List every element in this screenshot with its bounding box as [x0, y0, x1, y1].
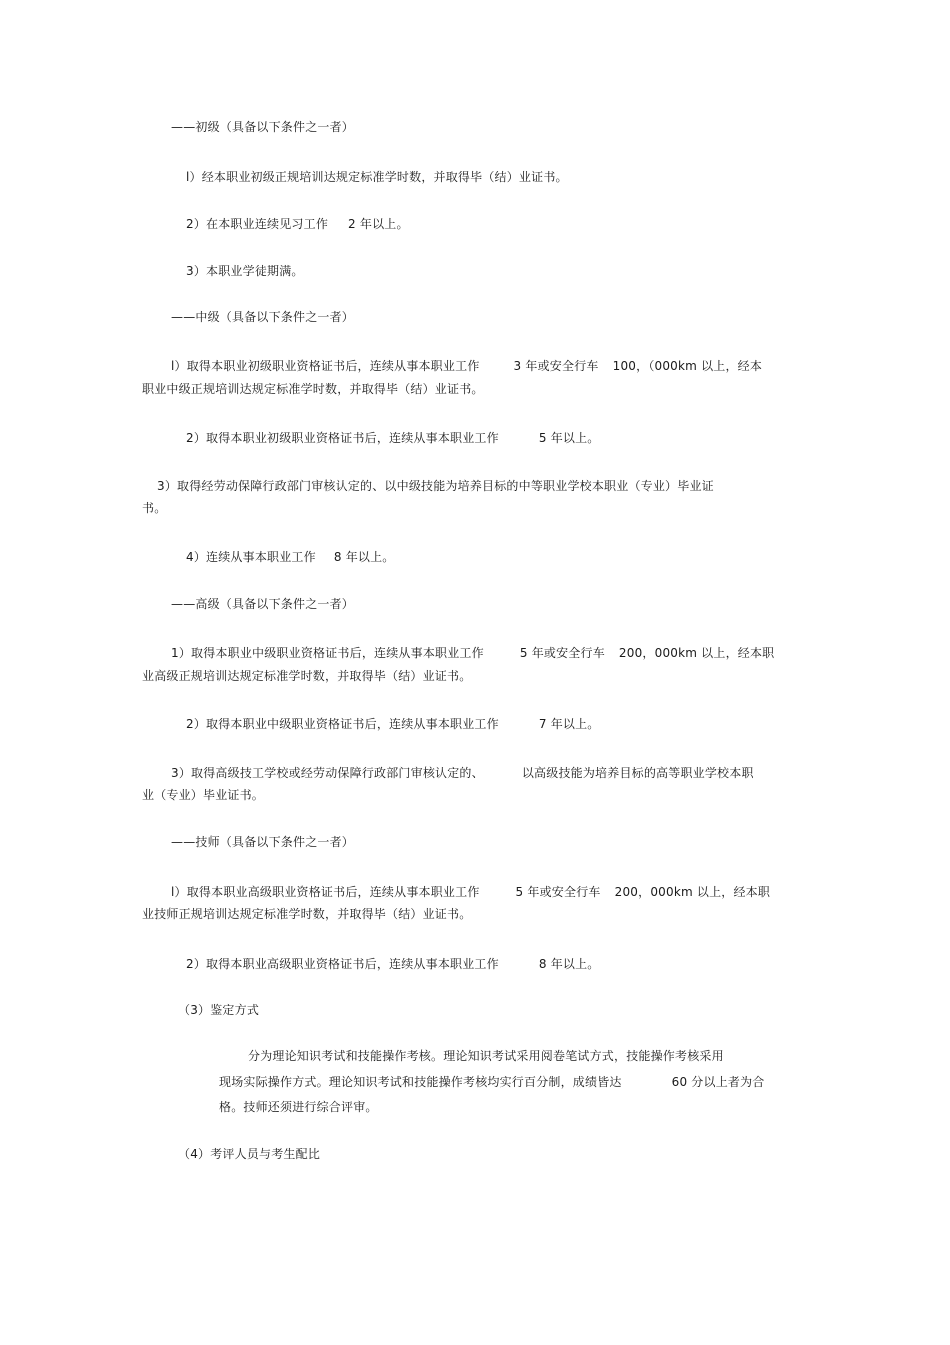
intermediate-item-1-text: l）取得本职业初级职业资格证书后，连续从事本职业工作 — [171, 359, 480, 373]
intermediate-item-1-line2: 职业中级正规培训达规定标准学时数，并取得毕（结）业证书。 — [142, 382, 484, 396]
intermediate-item-4-duration: 8 年以上。 — [333, 550, 395, 564]
advanced-item-1-line2: 业高级正规培训达规定标准学时数，并取得毕（结）业证书。 — [142, 669, 472, 683]
intermediate-item-3-line2: 书。 — [142, 501, 167, 515]
primary-item-3: 3）本职业学徒期满。 — [186, 264, 304, 278]
section-3-para-line2-text: 现场实际操作方式。理论知识考试和技能操作考核均实行百分制，成绩皆达 — [219, 1075, 622, 1089]
section-3-para-line3: 格。技师还须进行综合评审。 — [219, 1100, 378, 1114]
technician-item-2-text: 2）取得本职业高级职业资格证书后，连续从事本职业工作 — [186, 957, 499, 971]
advanced-item-3-line1 — [171, 765, 754, 781]
advanced-item-2-duration: 7 年以上。 — [538, 717, 600, 731]
section-3-para-line1: 分为理论知识考试和技能操作考核。理论知识考试采用阅卷笔试方式，技能操作考核采用 — [248, 1049, 724, 1063]
intermediate-item-4-text: 4）连续从事本职业工作 — [186, 550, 316, 564]
section-3-heading: （3）鉴定方式 — [178, 1003, 260, 1017]
advanced-item-1-distance: 200，000km 以上，经本职 — [618, 646, 775, 660]
technician-item-1-line1 — [171, 884, 770, 900]
advanced-item-3-line2: 业（专业）毕业证书。 — [142, 788, 265, 802]
section-3-para-line2 — [219, 1074, 765, 1090]
advanced-item-1-text: 1）取得本职业中级职业资格证书后，连续从事本职业工作 — [171, 646, 484, 660]
advanced-item-3-text-cont: 以高级技能为培养目标的高等职业学校本职 — [521, 766, 754, 780]
advanced-item-2-text: 2）取得本职业中级职业资格证书后，连续从事本职业工作 — [186, 717, 499, 731]
intermediate-item-3-line1: 3）取得经劳动保障行政部门审核认定的、以中级技能为培养目标的中等职业学校本职业（专业）毕业证 — [157, 479, 714, 493]
primary-item-2 — [186, 216, 409, 232]
advanced-item-1-line1 — [171, 645, 774, 661]
intermediate-item-2-text: 2）取得本职业初级职业资格证书后，连续从事本职业工作 — [186, 431, 499, 445]
technician-heading: ——技师（具备以下条件之一者） — [171, 835, 355, 849]
intermediate-item-1-line1 — [171, 358, 762, 374]
primary-item-2-text: 2）在本职业连续见习工作 — [186, 217, 329, 231]
intermediate-item-4 — [186, 549, 395, 565]
advanced-item-2 — [186, 716, 600, 732]
technician-item-1-text: l）取得本职业高级职业资格证书后，连续从事本职业工作 — [171, 885, 480, 899]
primary-item-1: l）经本职业初级正规培训达规定标准学时数，并取得毕（结）业证书。 — [186, 170, 568, 184]
technician-item-2 — [186, 956, 600, 972]
technician-item-2-duration: 8 年以上。 — [538, 957, 600, 971]
technician-item-1-years: 5 年或安全行车 — [515, 885, 601, 899]
intermediate-heading: ——中级（具备以下条件之一者） — [171, 310, 355, 324]
primary-heading: ——初级（具备以下条件之一者） — [171, 120, 355, 134]
primary-item-2-duration: 2 年以上。 — [348, 217, 409, 231]
advanced-item-3-text: 3）取得高级技工学校或经劳动保障行政部门审核认定的、 — [171, 766, 484, 780]
intermediate-item-1-years: 3 年或安全行车 — [513, 359, 599, 373]
technician-item-1-distance: 200，000km 以上，经本职 — [614, 885, 771, 899]
section-3-pass-score: 60 分以上者为合 — [671, 1075, 765, 1089]
technician-item-1-line2: 业技师正规培训达规定标准学时数，并取得毕（结）业证书。 — [142, 907, 472, 921]
intermediate-item-1-distance: 100，（000km 以上，经本 — [612, 359, 763, 373]
section-4-heading: （4）考评人员与考生配比 — [178, 1147, 321, 1161]
intermediate-item-2 — [186, 430, 600, 446]
advanced-item-1-years: 5 年或安全行车 — [519, 646, 605, 660]
intermediate-item-2-duration: 5 年以上。 — [538, 431, 600, 445]
advanced-heading: ——高级（具备以下条件之一者） — [171, 597, 355, 611]
